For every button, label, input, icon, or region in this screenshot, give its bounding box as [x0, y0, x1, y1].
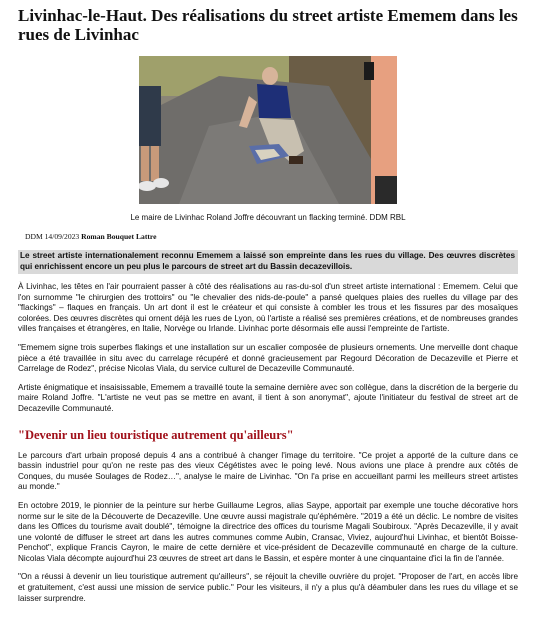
article [18, 6, 518, 604]
byline [25, 232, 518, 241]
body-paragraph: "On a réussi à devenir un lieu touristique autrement qu'ailleurs", se réjouit la cheville ouvrière du projet. "Proposer de l'art, en accès libre et gratuitement, c'est aussi une mission de service public." Pour les visiteurs, il n'y a plus qu'à déambuler dans les rues du village et se laisser surprendre. [18, 572, 518, 603]
article-title: Livinhac-le-Haut. Des réalisations du street artiste Ememem dans les rues de Livinhac [18, 6, 518, 44]
lead-paragraph: Le street artiste internationalement reconnu Ememem a laissé son empreinte dans les rues du village. Des œuvres discrètes qui enrichissent encore un peu plus le parcours de street art du Bassin decazevillois. [18, 250, 518, 274]
body-paragraph: Artiste énigmatique et insaisissable, Ememem a travaillé toute la semaine dernière avec son collègue, dans la discrétion de la bergerie du maire Roland Joffre. "L'artiste ne veut pas se mettre en avant, il tient à son anonymat", ajoute l'initiateur du festival de street art de Decazeville Communauté. [18, 382, 518, 413]
article-photo [139, 56, 397, 204]
byline-author: Roman Bouquet Lattre [81, 232, 157, 241]
body-paragraph: Le parcours d'art urbain proposé depuis 4 ans a contribué à changer l'image du territoire. "Ce projet a apporté de la culture dans ce bassin industriel pour qu'on ne reste pas des vieux Cégétistes avec le poing levé. Nous avions une place à prendre aux côtés de Conques, du musée Soulages de Rodez…", analyse le maire de Livinhac. "On l'a prise en accueillant parmi les meilleurs street artistes au monde." [18, 450, 518, 492]
body-paragraph: À Livinhac, les têtes en l'air pourraient passer à côté des réalisations au ras-du-sol d'un street artiste international : Ememem. Celui que l'on surnomme "le chirurgien des trottoirs" ou "le chevalier des nids-de-poule" a pansé quelques plaies des ruelles du village par des "flackings" – flaques en français. Un art dont il est le créateur et qui consiste à combler les trous et les fissures par des mosaïques colorées. Des œuvres discrètes qui ornent déjà les rues de Lyon, où l'artiste a réalisé ses premières créations, et de nombreuses grandes villes françaises et étrangères, en Italie, Norvège ou Irlande. Livinhac porte désormais elle aussi l'empreinte de l'artiste. [18, 282, 518, 334]
byline-source: DDM 14/09/2023 [25, 232, 80, 241]
section-subheading: "Devenir un lieu touristique autrement qu'ailleurs" [18, 427, 294, 442]
photo-caption: Le maire de Livinhac Roland Joffre découvrant un flacking terminé. DDM RBL [130, 213, 406, 222]
body-paragraph: "Ememem signe trois superbes flakings et une installation sur un escalier composée de plusieurs ornements. Une merveille dont chaque pièce a été travaillée in situ avec du carrelage récupéré et donné gracieusement par Regourd Décoration de Decazeville et Pierre et Carrelage de Rodez", précise Nicolas Viala, du service culturel de Decazeville Communauté. [18, 342, 518, 374]
body-paragraph: En octobre 2019, le pionnier de la peinture sur herbe Guillaume Legros, alias Saype, apportait par exemple une touche décorative hors norme sur le site de la Découverte de Decazeville. Une œuvre aussi magistrale qu'éphémère. "2019 a été un déclic. Le nombre de visites dans les Offices du tourisme avait doublé", témoigne la directrice des offices du tourisme Magali Soubiroux. "Après Decazeville, il y avait une volonté de diffuser le street art dans les autres communes comme Aubin, Cransac, Viviez, aujourd'hui Livinhac, et bientôt Boisse-Penchot", explique Francis Cayron, le maire de cette dernière et vice-président de Decazeville communauté en charge de la culture. Nicolas Viala décompte aujourd'hui 23 œuvres de street art dans le Bassin, et espère monter à une cinquantaine d'ici la fin de l'année. [18, 500, 518, 563]
